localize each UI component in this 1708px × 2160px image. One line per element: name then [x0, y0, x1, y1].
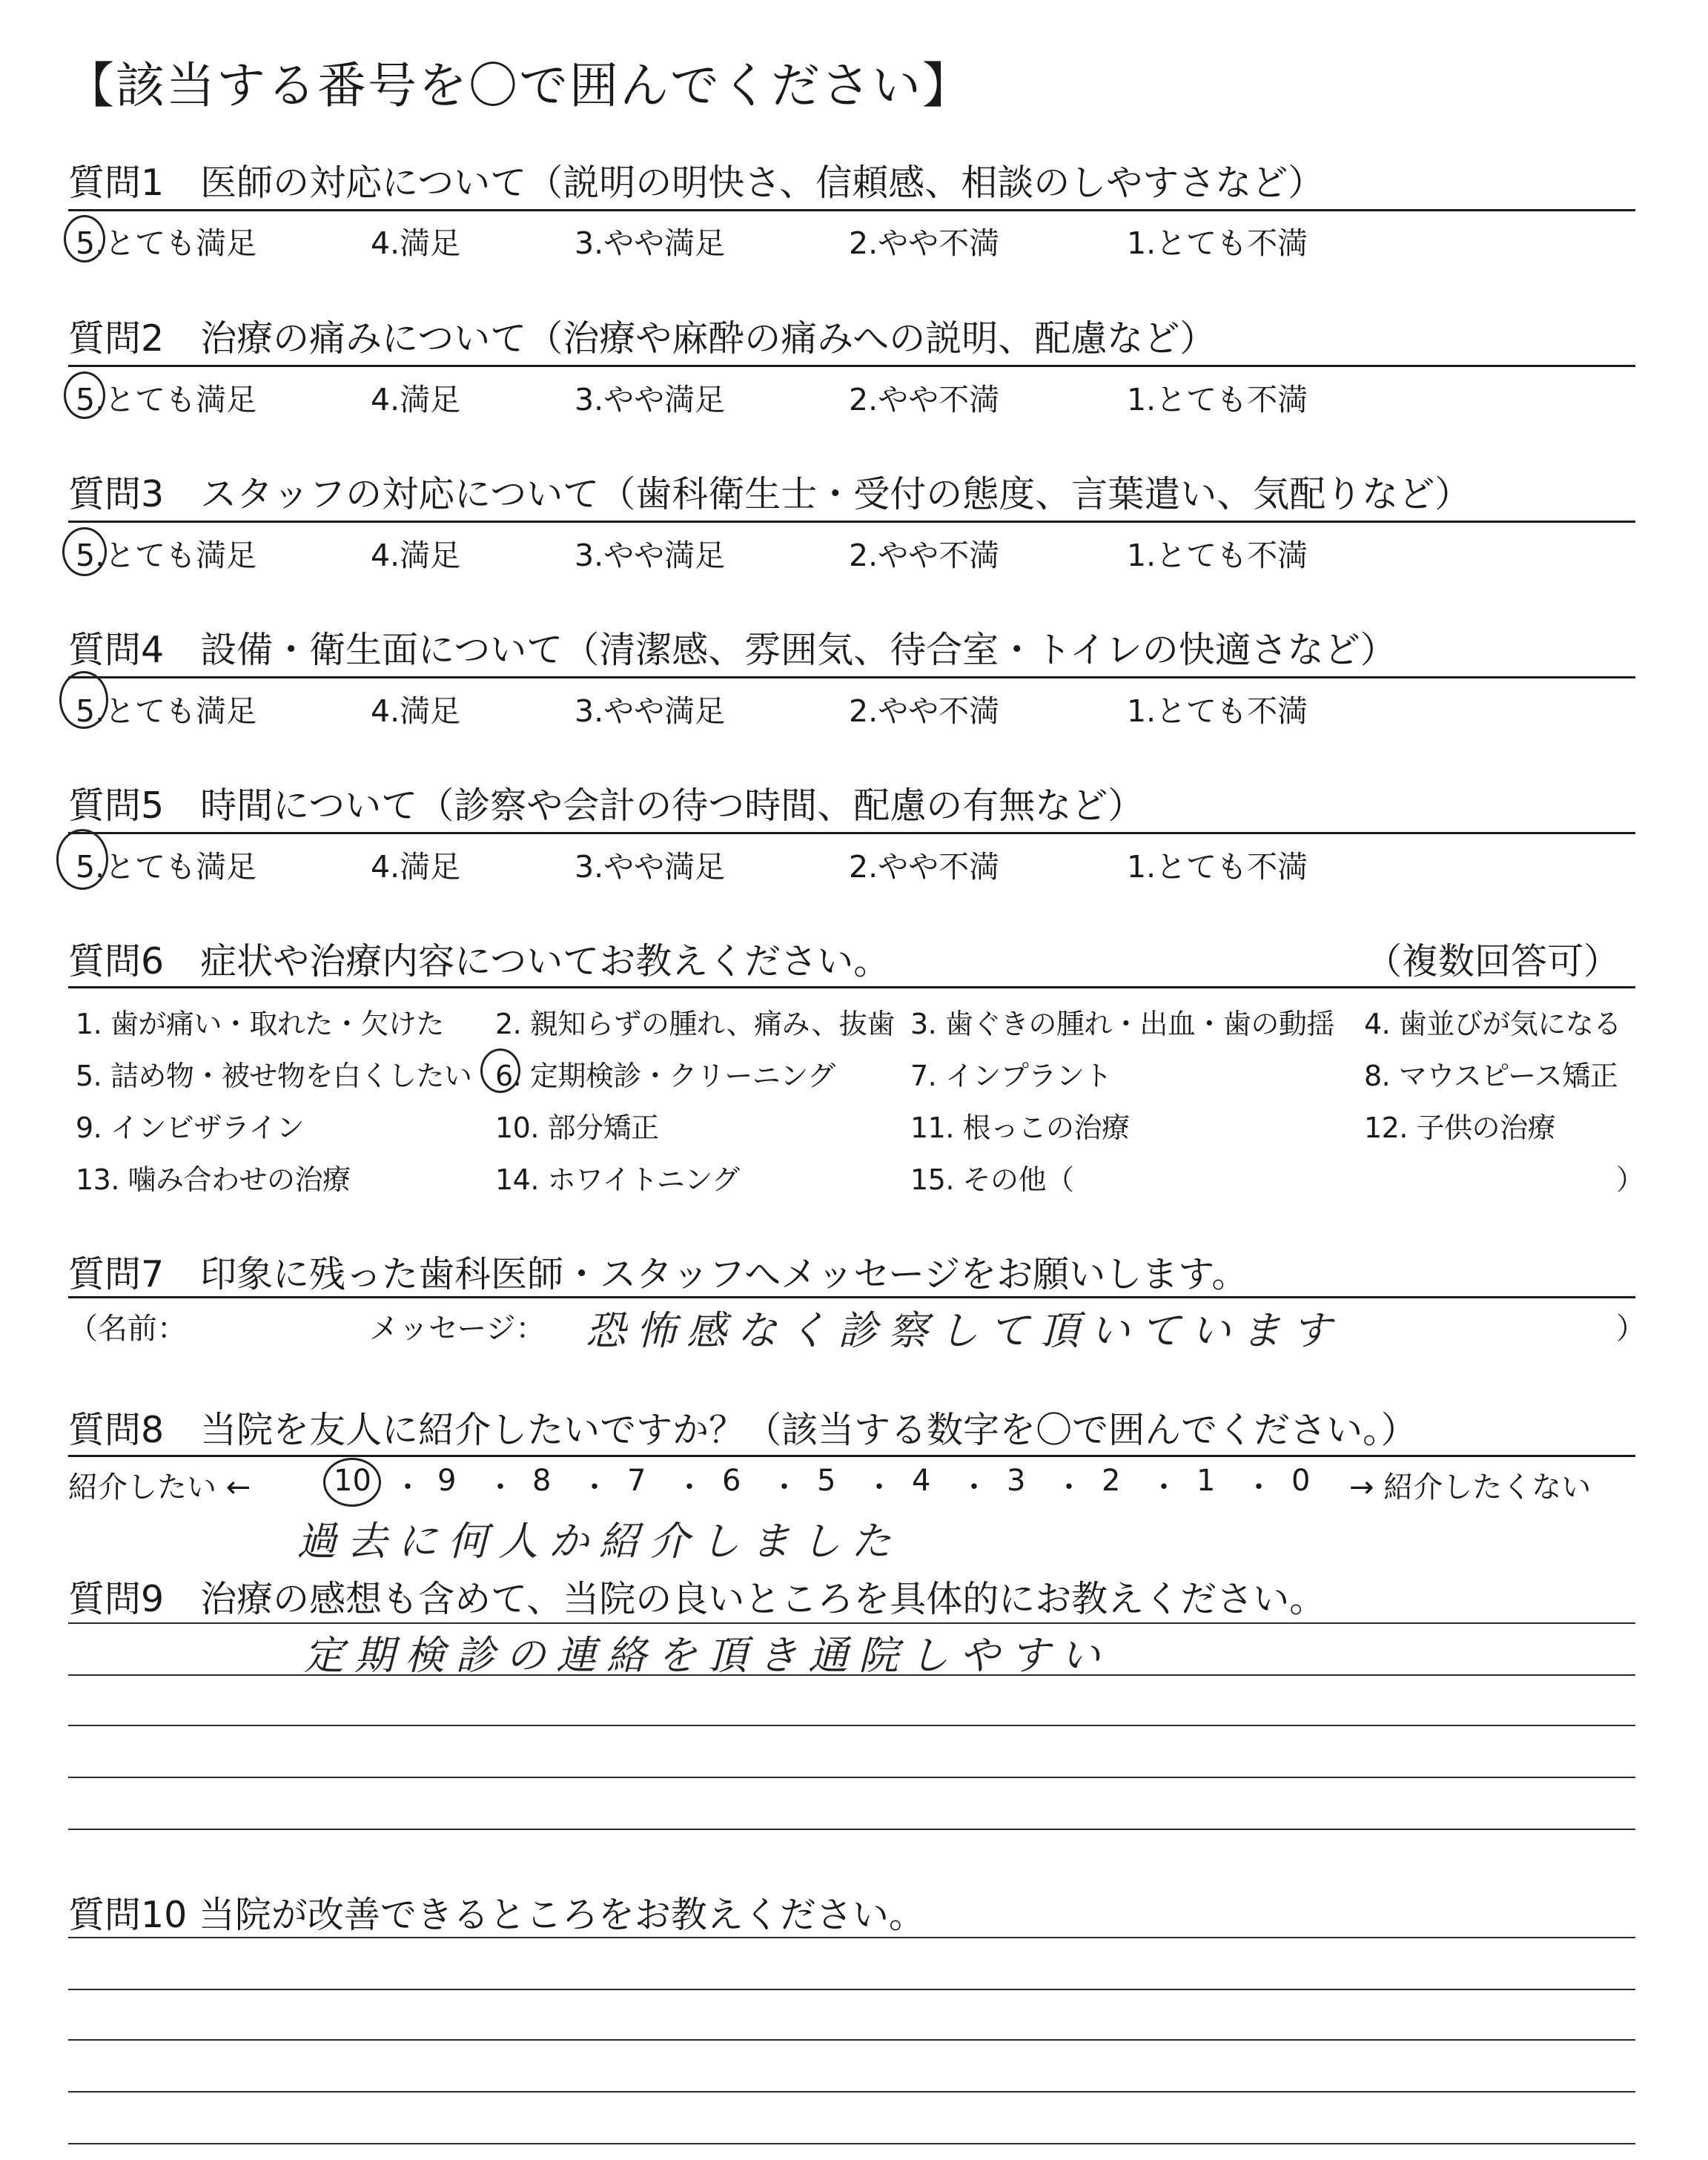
scale-value[interactable]: 3 — [1007, 1464, 1026, 1498]
option-4[interactable]: 4.満足 — [371, 225, 461, 261]
option-1[interactable]: 1.とても不満 — [1127, 382, 1308, 417]
symptom-item[interactable]: 11. 根っこの治療 — [910, 1112, 1130, 1144]
divider — [68, 365, 1635, 367]
option-1[interactable]: 1.とても不満 — [1127, 849, 1308, 885]
answer-line[interactable] — [68, 2091, 1635, 2093]
scale-value[interactable]: 10 — [334, 1464, 371, 1498]
option-1[interactable]: 1.とても不満 — [1127, 538, 1308, 573]
divider — [68, 1296, 1635, 1298]
option-2[interactable]: 2.やや不満 — [849, 538, 1000, 573]
answer-line — [68, 1829, 1635, 1830]
answer-line — [68, 1777, 1635, 1778]
symptom-item[interactable]: 4. 歯並びが気になる — [1364, 1008, 1621, 1040]
other-close-paren: ） — [1616, 1163, 1644, 1196]
selection-circle — [480, 1048, 520, 1093]
option-5[interactable]: 5.とても満足 — [76, 849, 257, 885]
divider — [68, 209, 1635, 211]
scale-value[interactable]: 5 — [817, 1464, 836, 1498]
question-7-title: 質問7 印象に残った歯科医師・スタッフへメッセージをお願いします。 — [68, 1253, 1248, 1295]
scale-value[interactable]: 6 — [722, 1464, 741, 1498]
selection-circle — [56, 829, 108, 890]
answer-line[interactable] — [68, 1937, 1635, 1938]
question-10-title: 質問10 当院が改善できるところをお教えください。 — [68, 1894, 925, 1936]
scale-value[interactable]: 1 — [1196, 1464, 1216, 1498]
symptom-item[interactable]: 7. インプラント — [910, 1060, 1112, 1092]
selection-circle — [62, 527, 107, 576]
question-8-title: 質問8 当院を友人に紹介したいですか？（該当する数字を〇で囲んでください。） — [68, 1409, 1417, 1451]
scale-separator: ・ — [675, 1470, 704, 1505]
scale-value[interactable]: 9 — [437, 1464, 457, 1498]
scale-value[interactable]: 2 — [1102, 1464, 1121, 1498]
question-5-title: 質問5 時間について（診察や会計の待つ時間、配慮の有無など） — [68, 785, 1145, 827]
scale-separator: ・ — [580, 1470, 609, 1505]
option-3[interactable]: 3.やや満足 — [575, 538, 726, 573]
option-2[interactable]: 2.やや不満 — [849, 225, 1000, 261]
scale-value[interactable]: 0 — [1291, 1464, 1311, 1498]
symptom-item[interactable]: 12. 子供の治療 — [1364, 1112, 1556, 1144]
symptom-item[interactable]: 2. 親知らずの腫れ、痛み、抜歯 — [495, 1008, 895, 1040]
option-1[interactable]: 1.とても不満 — [1127, 225, 1308, 261]
scale-value[interactable]: 8 — [532, 1464, 552, 1498]
option-5[interactable]: 5.とても満足 — [76, 382, 257, 417]
scale-separator: ・ — [769, 1470, 799, 1505]
symptom-item[interactable]: 3. 歯ぐきの腫れ・出血・歯の動揺 — [910, 1008, 1334, 1040]
symptom-item[interactable]: 6. 定期検診・クリーニング — [495, 1060, 835, 1092]
scale-separator: ・ — [959, 1470, 989, 1505]
message-label: メッセージ： — [369, 1312, 546, 1346]
recommend-left-label: 紹介したい ← — [68, 1470, 251, 1505]
question-9-title: 質問9 治療の感想も含めて、当院の良いところを具体的にお教えください。 — [68, 1578, 1326, 1620]
name-label: （名前： — [68, 1312, 187, 1346]
option-3[interactable]: 3.やや満足 — [575, 849, 726, 885]
option-4[interactable]: 4.満足 — [371, 849, 461, 885]
symptom-item[interactable]: 1. 歯が痛い・取れた・欠けた — [76, 1008, 444, 1040]
question-6-title: 質問6 症状や治療内容についてお教えください。 — [68, 940, 890, 982]
option-2[interactable]: 2.やや不満 — [849, 693, 1000, 729]
option-5[interactable]: 5.とても満足 — [76, 538, 257, 573]
selection-circle — [59, 671, 108, 729]
option-2[interactable]: 2.やや不満 — [849, 382, 1000, 417]
option-3[interactable]: 3.やや満足 — [575, 693, 726, 729]
scale-separator: ・ — [1244, 1470, 1274, 1505]
symptom-item[interactable]: 14. ホワイトニング — [495, 1163, 740, 1196]
divider — [68, 832, 1635, 834]
message-close-paren: ） — [1616, 1312, 1646, 1346]
symptom-item[interactable]: 5. 詰め物・被せ物を白くしたい — [76, 1060, 472, 1092]
question-1-title: 質問1 医師の対応について（説明の明快さ、信頼感、相談のしやすさなど） — [68, 162, 1325, 204]
question-6-note: （複数回答可） — [1366, 940, 1621, 982]
scale-separator: ・ — [486, 1470, 515, 1505]
symptom-item[interactable]: 10. 部分矯正 — [495, 1112, 659, 1144]
question-4-title: 質問4 設備・衛生面について（清潔感、雰囲気、待合室・トイレの快適さなど） — [68, 629, 1397, 671]
scale-value[interactable]: 4 — [912, 1464, 931, 1498]
scale-separator: ・ — [393, 1470, 423, 1505]
option-4[interactable]: 4.満足 — [371, 693, 461, 729]
handwritten-message[interactable]: 恐怖感なく診察して頂いています — [586, 1307, 1342, 1354]
answer-line — [68, 1674, 1635, 1676]
scale-value[interactable]: 7 — [627, 1464, 646, 1498]
answer-line[interactable] — [68, 1989, 1635, 1990]
handwritten-answer[interactable]: 定期検診の連絡を頂き通院しやすい — [304, 1632, 1110, 1679]
question-3-title: 質問3 スタッフの対応について（歯科衛生士・受付の態度、言葉遣い、気配りなど） — [68, 473, 1472, 515]
option-3[interactable]: 3.やや満足 — [575, 382, 726, 417]
divider — [68, 1455, 1635, 1457]
scale-separator: ・ — [1149, 1470, 1179, 1505]
scale-separator: ・ — [1054, 1470, 1084, 1505]
selection-circle — [64, 371, 105, 419]
selection-circle — [64, 215, 105, 262]
handwritten-comment[interactable]: 過去に何人か紹介しました — [297, 1518, 901, 1565]
answer-line[interactable] — [68, 2039, 1635, 2041]
symptom-item[interactable]: 8. マウスピース矯正 — [1364, 1060, 1618, 1092]
option-2[interactable]: 2.やや不満 — [849, 849, 1000, 885]
option-5[interactable]: 5.とても満足 — [76, 225, 257, 261]
page-title: 【該当する番号を〇で囲んでください】 — [65, 57, 973, 114]
symptom-item[interactable]: 15. その他（ — [910, 1163, 1074, 1196]
option-1[interactable]: 1.とても不満 — [1127, 693, 1308, 729]
answer-line[interactable] — [68, 2143, 1635, 2144]
option-4[interactable]: 4.満足 — [371, 538, 461, 573]
recommend-right-label: → 紹介したくない — [1349, 1470, 1592, 1505]
question-2-title: 質問2 治療の痛みについて（治療や麻酔の痛みへの説明、配慮など） — [68, 317, 1217, 360]
option-4[interactable]: 4.満足 — [371, 382, 461, 417]
selection-circle — [323, 1458, 381, 1507]
option-5[interactable]: 5.とても満足 — [76, 693, 257, 729]
scale-separator: ・ — [864, 1470, 894, 1505]
symptom-item[interactable]: 13. 噛み合わせの治療 — [76, 1163, 351, 1196]
symptom-item[interactable]: 9. インビザライン — [76, 1112, 305, 1144]
divider — [68, 986, 1635, 988]
option-3[interactable]: 3.やや満足 — [575, 225, 726, 261]
divider — [68, 521, 1635, 523]
divider — [68, 676, 1635, 678]
answer-line — [68, 1725, 1635, 1726]
